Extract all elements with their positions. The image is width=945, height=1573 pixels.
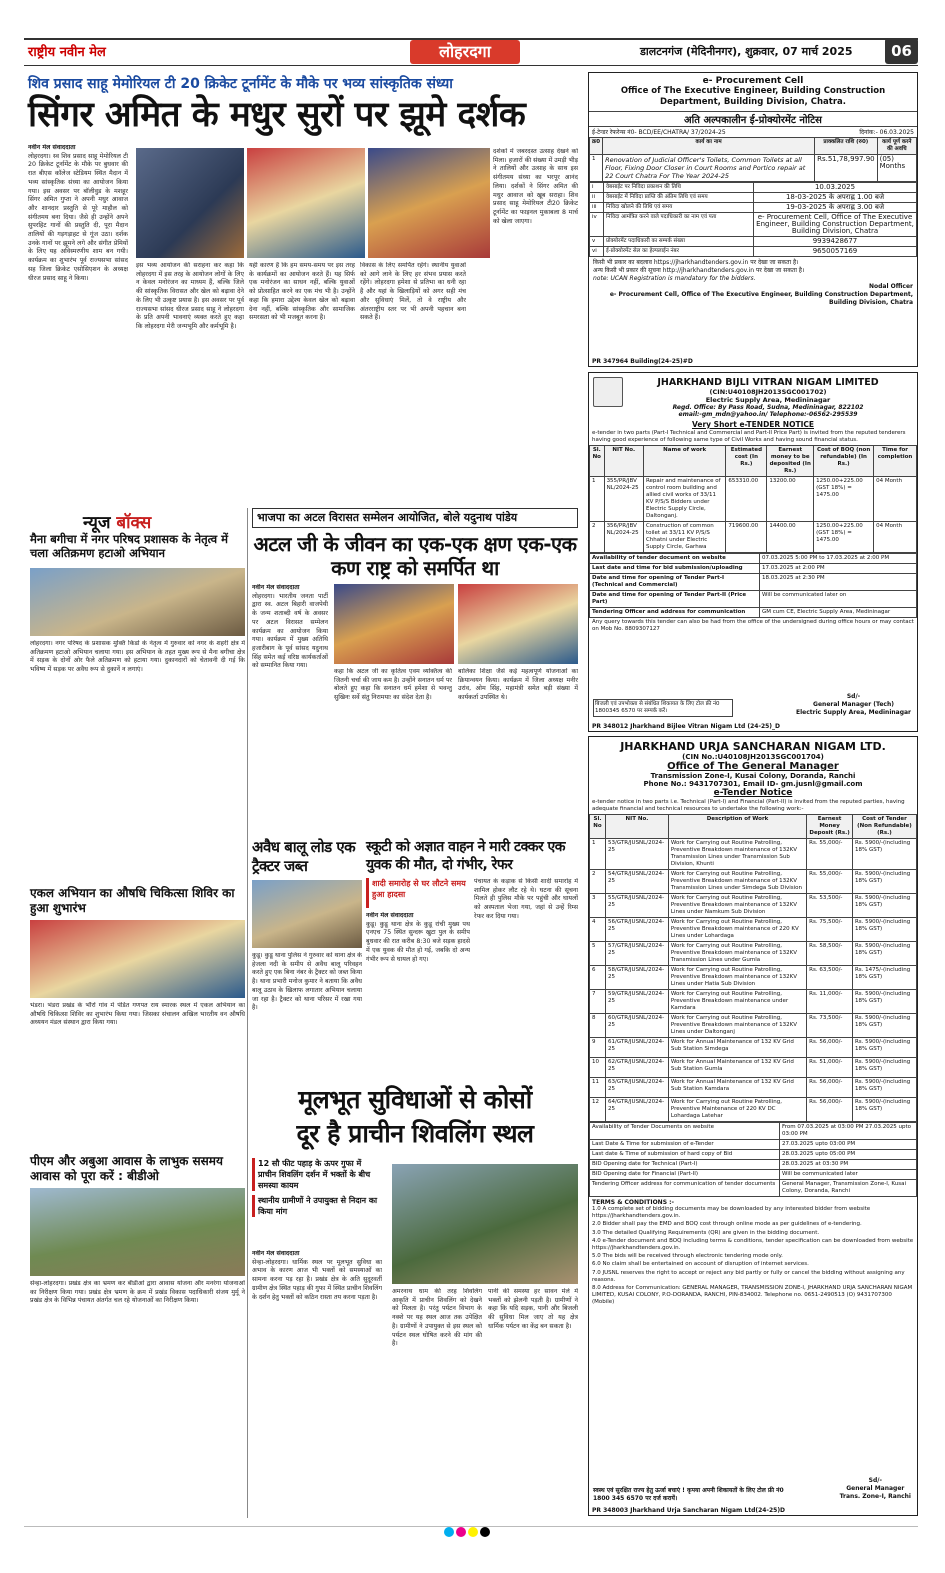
ad3-cell: 1 xyxy=(590,839,606,870)
ad3-cell: Rs. 5900/-(including 18% GST) xyxy=(852,1078,916,1098)
story2-title: एकल अभियान का औषधि चिकित्सा शिविर का हुआ शुभारंभ xyxy=(30,886,235,915)
ad1-table: क्र0 कार्य का नाम प्राक्कलित राशि (रु0) कार्य पूर्ण करने की अवधि 1 Renovation of Judicial Officer's Toilets, Common Toilets at all Floor, Fixing Door Closer in Court Rooms and Portico repair at 22 Court Chatra For The Year 2024-25 Rs.51,78,997.90 (05) Months xyxy=(589,137,917,182)
ad3-cell: 64/GTR/JUSNL/2024-25 xyxy=(605,1098,668,1122)
ad2-email: email:-gm_mdn@yahoo.in/ Telephone:-06562-295539 xyxy=(678,411,858,418)
ad3-date-row xyxy=(590,1123,917,1140)
ad3-cell: Rs. 56,000/- xyxy=(807,1038,853,1058)
ad1-sched-value: 10.03.2025 xyxy=(754,183,917,193)
ad3-terms-title: TERMS & CONDITIONS :- xyxy=(592,1199,674,1206)
ad3-term-item: 7.0 JUSNL reserves the right to accept or reject any bid partly or fully or cancel the bidding without assigning any reasons. xyxy=(592,1269,905,1283)
shiv-headline-1: मूलभूत सुविधाओं से कोसों xyxy=(298,1085,532,1114)
ad1-sched-n: iii xyxy=(590,203,604,213)
lead-col-2: इस भव्य आयोजन की सराहना कर कहा कि लोहरदगा में इस तरह के आयोजन लोगों के लिए न केवल मनोरंजन का माध्यम हैं, बल्कि जिले की सांस्कृतिक विरासत और खेल को बढ़ावा देने के लिए भी उत्कृष्ट प्रयास है। इस अवसर पर पूर्व राज्यसभा सांसद धीरज प्रसाद साहू ने लोहरदगा के प्रति अपनी भावनाएं व्यक्त करते हुए कहा कि लोहरदगा मेरी जन्मभूमि और कर्मभूमि है। xyxy=(136,262,244,330)
ad3-cell: 10 xyxy=(590,1058,606,1078)
table-row xyxy=(590,966,917,990)
ad3-date-label: Tendering Officer address for communication of tender documents xyxy=(590,1180,780,1197)
ad3-cell: Rs. 1475/-(including 18% GST) xyxy=(852,966,916,990)
ad1-amount: Rs.51,78,997.90 xyxy=(815,155,878,182)
ad3-cell: Rs. 5900/-(including 18% GST) xyxy=(852,1038,916,1058)
ad3-cell: 7 xyxy=(590,990,606,1014)
singer-photo xyxy=(136,148,244,258)
ad2-cell: 719600.00 xyxy=(726,522,767,553)
ad3-cell: Rs. 5900/-(including 18% GST) xyxy=(852,1098,916,1122)
ad3-header-cell: Earnest Money Deposit (Rs.) xyxy=(807,815,853,839)
ad2-date-value: 18.03.2025 at 2:30 PM xyxy=(760,574,917,591)
dateline: डालटनगंज (मेदिनीनगर), शुक्रवार, 07 मार्च 2025 xyxy=(640,45,853,58)
ad2-date-value: 17.03.2025 at 2:00 PM xyxy=(760,564,917,574)
table-row xyxy=(590,894,917,918)
ad1-sched-value: e- Procurement Cell, Office of The Executive Engineer, Building Construction Department, Building Division, Chatra xyxy=(754,213,917,237)
ad3-cell: Work for Carrying out Routine Patrolling, Preventive Breakdown maintenance of 132KV Lines under Namkum Sub Division xyxy=(668,894,806,918)
ad3-cell: Work for Carrying out Routine Patrolling, Preventive Breakdown maintenance under Kamdara xyxy=(668,990,806,1014)
ad2-date-label: Tendering Officer and address for communication xyxy=(590,608,760,618)
ad3-cell: 55/GTR/JUSNL/2024-25 xyxy=(605,894,668,918)
ad1-sched-label: वेबसाईट पर निविदा प्रकाशन की तिथि xyxy=(604,183,754,193)
scooty-tag: शादी समारोह से घर लौटने समय हुआ हादसा xyxy=(366,878,466,908)
story1-title: मैना बगीचा में नगर परिषद प्रशासक के नेतृत्व में चला अतिक्रमण हटाओ अभियान xyxy=(30,532,229,560)
ad3-date-row xyxy=(590,1170,917,1180)
ad3-term-item: 4.0 e-Tender document and BOQ including terms & conditions, tender specification can be downloaded from website https://jharkhandtenders.gov.in. xyxy=(592,1237,914,1252)
ad-jbvnl-tender xyxy=(588,372,918,732)
ad1-note-1: किसी भी प्रकार का बदलाव https://jharkhandtenders.gov.in पर देखा जा सकता है। xyxy=(593,259,799,266)
ad3-terms xyxy=(589,1206,917,1307)
ad2-header-row xyxy=(590,446,917,477)
ad3-notice: e-Tender Notice xyxy=(713,788,793,798)
ad3-cell: 56/GTR/JUSNL/2024-25 xyxy=(605,918,668,942)
lead-col-1 xyxy=(28,144,128,504)
ad1-sched-label: ई-प्रोक्योरमेंट सेल का हेल्पलाईन नंबर xyxy=(604,247,754,257)
ad3-header-cell: Cost of Tender (Non Refundable) (Rs.) xyxy=(852,815,916,839)
ad3-cell: Work for Carrying out Routine Patrolling, Preventive Breakdown maintenance of 132KV Transmission Lines under Gumla xyxy=(668,942,806,966)
bjp-photo-2 xyxy=(458,584,578,664)
ad3-cell: Rs. 51,000/- xyxy=(807,1058,853,1078)
ad3-cell: Rs. 58,500/- xyxy=(807,942,853,966)
ad1-sched-value: 19-03-2025 के अपराह्न 3.00 बजे xyxy=(754,203,917,213)
ad1-period: (05) Months xyxy=(877,155,916,182)
ad2-header-cell: NIT No. xyxy=(604,446,643,477)
ad3-cell: 61/GTR/JUSNL/2024-25 xyxy=(605,1038,668,1058)
newsbox-label-b: बॉक्स xyxy=(116,513,152,533)
ad2-header-cell: Earnest money to be deposited (In Rs.) xyxy=(767,446,814,477)
ad3-date-value: 28.03.2025 upto 05:00 PM xyxy=(780,1150,917,1160)
table-row xyxy=(590,522,917,553)
ad2-cell: 1250.00+225.00 (GST 18%) = 1475.00 xyxy=(814,477,874,522)
ad2-cell: 14400.00 xyxy=(767,522,814,553)
ad2-date-value: GM cum CE, Electric Supply Area, Medininagar xyxy=(760,608,917,618)
story1-body: लोहरदगा। नगर परिषद के प्रशासक मुक्ति किंडो के नेतृत्व में गुरुवार को नगर के शहरी क्षेत्र में अतिक्रमण हटाओ अभियान चलाया गया। इस अभियान के तहत मुख्य रूप से मैना बगीचा क्षेत्र में सड़क के दोनों ओर फैले अतिक्रमण को हटाया गया। दुकानदारों को चेतावनी दी गई कि भविष्य में सड़क पर अवैध रूप से दुकानें न लगाएं। xyxy=(30,640,245,674)
lead-kicker: शिव प्रसाद साहू मेमोरियल टी 20 क्रिकेट टूर्नामेंट के मौके पर भव्य सांस्कृतिक संध्या xyxy=(28,76,453,92)
ad3-pr: PR 348003 Jharkhand Urja Sancharan Nigam Ltd(24-25)D xyxy=(592,1507,786,1514)
ad3-cell: Rs. 5900/-(including 18% GST) xyxy=(852,1014,916,1038)
ad-chatra-tender xyxy=(588,72,918,367)
ad3-company: JHARKHAND URJA SANCHARAN NIGAM LTD. xyxy=(620,740,886,753)
ad3-cell: Work for Carrying out Routine Patrolling, Preventive Breakdown maintenance of 132KV Lines under Hatia Sub Division xyxy=(668,966,806,990)
ad1-sched-value: 9650057169 xyxy=(754,247,917,257)
ad3-footer-note: स्वस्थ एवं सुरक्षित राज्य हेतु ऊर्जा बचाएं ! कृपया अपनी शिकायतों के लिए टोल फ्री नं0 1800 345 6570 पर दर्ज करायें। xyxy=(593,1487,784,1502)
ad1-sched-label: वेबसाईट में निविदा प्राप्ति की अंतिम तिथि एवं समय xyxy=(604,193,754,203)
ad2-footer-note: बिजली एवं उपभोक्ता से संबंधित शिकायत के लिए टोल फ्री नं0 1800345 6570 पर सम्पर्क करें। xyxy=(593,699,733,717)
ad2-sign-1: Sd/- xyxy=(846,693,861,700)
ad3-term-item: 8.0 Address for Communication: GENERAL MANAGER, TRANSMISSION ZONE-I, JHARKHAND URJA SANCHARAN NIGAM LIMITED, KUSAI COLONY, P.O-DORANDA, RANCHI, PIN-834002. Telephone no. 0651-2490513 (O) 9431707300 (Mobile) xyxy=(592,1285,913,1306)
lead-col-3: यही कारण है कि हम समय-समय पर इस तरह के कार्यक्रमों का आयोजन करते हैं। यह सिर्फ एक मनोरंजन का साधन नहीं, बल्कि युवाओं को प्रोत्साहित करने का एक मंच भी है। उन्होंने कहा कि हमारा उद्देश्य केवल खेल को बढ़ावा देना नहीं, बल्कि सांस्कृतिक और सामाजिक समरसता को भी मजबूत करना है। xyxy=(249,262,355,322)
ad3-cell: Rs. 56,000/- xyxy=(807,1078,853,1098)
ad2-cell: 1 xyxy=(590,477,605,522)
ad2-date-row xyxy=(590,564,917,574)
ad1-officer-addr: e- Procurement Cell, Office of The Executive Engineer, Building Construction Department, Building Division, Chatra xyxy=(609,291,913,306)
bjp-col-3: बालिका शिक्षा जैसे कई महत्वपूर्ण योजनाओं का क्रियान्वयन किया। कार्यक्रम में जिला अध्यक्ष मनीर उरांव, ओम सिंह, महामंत्री समेत बड़ी संख्या में कार्यकर्ता उपस्थित थे। xyxy=(458,668,578,702)
table-row xyxy=(590,1014,917,1038)
scooty-text-1: कुडू। कुडू थाना क्षेत्र के कुडू रांची मुख्य पथ एनएच 75 स्थित सुन्दरू खुटा पुल के समीप बुधवार की रात करीब 8:30 बजे सड़क हादसे में एक युवक की मौत हो गई, जबकि दो अन्य गंभीर रूप से घायल हो गए। xyxy=(366,920,470,963)
page-number: 06 xyxy=(885,38,918,64)
ad3-cell: 54/GTR/JUSNL/2024-25 xyxy=(605,870,668,894)
scooty-col-1 xyxy=(366,912,470,1080)
ad1-sched-n: v xyxy=(590,237,604,247)
ad3-date-value: General Manager, Transmission Zone-I, Kusai Colony, Doranda, Ranchi xyxy=(780,1180,917,1197)
ad3-cell: 63/GTR/JUSNL/2024-25 xyxy=(605,1078,668,1098)
ad3-date-label: Last Date & Time for submission of e-Tender xyxy=(590,1140,780,1150)
bjp-col-2: कहा कि अटल जी का कृतित्व एवम व्यक्तित्व की जितनी चर्चा की जाय कम है। उन्होंने सनातन धर्म पर बोलते हुए कहा कि सनातन धर्म हमेशा से भवन्तु सुखिनः सर्वे संतु निरामयाः का संदेश देता है। xyxy=(334,668,452,702)
ad2-date-label: Date and time for opening of Tender Part-II (Price Part) xyxy=(590,591,760,608)
ad1-title2: Office of The Executive Engineer, Building Construction Department, Building Division, Chatra. xyxy=(620,86,886,107)
ad3-cell: Rs. 5900/-(including 18% GST) xyxy=(852,918,916,942)
color-dots xyxy=(444,1522,492,1541)
ad1-schedule xyxy=(589,182,917,257)
ad2-date-label: Availability of tender document on website xyxy=(590,554,760,564)
ad2-date-row xyxy=(590,591,917,608)
ad2-cin: (CIN:U40108JH2013SGC001702) xyxy=(709,388,827,396)
ad3-cell: 4 xyxy=(590,918,606,942)
ad2-intro: e-tender in two parts (Part-I Technical and Commercial and Part-II Price Part) is invited from the reputed tenderers having good experience of following same type of Civil Works and having sound financial status. xyxy=(592,430,906,443)
ad3-date-label: Last date & Time of submission of hard copy of Bid xyxy=(590,1150,780,1160)
shiv-bullet-2: स्थानीय ग्रामीणों ने उपायुक्त से निदान का किया मांग xyxy=(252,1195,382,1217)
ad2-sign-2: General Manager (Tech) xyxy=(813,701,894,708)
ad1-h1: कार्य का नाम xyxy=(603,138,815,155)
ad2-sign xyxy=(796,693,911,717)
newsbox-label-a: न्यूज xyxy=(83,513,111,533)
ad1-schedule-row xyxy=(590,213,917,237)
ad3-header-cell: Description of Work xyxy=(668,815,806,839)
ad2-cell: Construction of common toilet at 33/11 KV P/S/S Chhatni under Electric Supply Circle, Garhwa xyxy=(643,522,725,553)
ad3-cell: 53/GTR/JUSNL/2024-25 xyxy=(605,839,668,870)
ad3-cell: Work for Carrying out Routine Patrolling, Preventive Breakdown maintenance of 132KV Lines under Daltonganj xyxy=(668,1014,806,1038)
ad3-cell: Work for Carrying out Routine Patrolling, Preventive Breakdown maintenance of 132KV Transmission Lines under Simdega Sub Division xyxy=(668,870,806,894)
ad3-date-value: From 07.03.2025 at 03:00 PM 27.03.2025 upto 03:00 PM xyxy=(780,1123,917,1140)
paper-name: राष्ट्रीय नवीन मेल xyxy=(28,45,106,60)
jbvnl-logo-icon xyxy=(593,377,623,407)
ad1-officer: Nodal Officer xyxy=(868,283,913,290)
table-row xyxy=(590,1078,917,1098)
ad3-table xyxy=(589,814,917,1122)
ad3-cell: Work for Annual Maintenance of 132 KV Grid Sub Station Simdega xyxy=(668,1038,806,1058)
ad3-term-item: 5.0 The bids will be received through electronic tendering mode only. xyxy=(592,1253,783,1260)
ad1-sched-label: प्रोक्योरमेंट पदाधिकारी का सम्पर्क संख्या xyxy=(604,237,754,247)
ad3-term-item: 2.0 Bidder shall pay the EMD and BOQ cost through online mode as per guidelines of e-tendering. xyxy=(592,1221,862,1228)
ad1-h3: कार्य पूर्ण करने की अवधि xyxy=(877,138,916,155)
lead-headline: सिंगर अमित के मधुर सुरों पर झूमे दर्शक xyxy=(28,95,526,135)
ad3-cell: Rs. 75,500/- xyxy=(807,918,853,942)
scooty-byline: नवीन मेल संवाददाता xyxy=(366,912,414,919)
ad3-date-label: Availability of Tender Documents on website xyxy=(590,1123,780,1140)
ad3-cell: 9 xyxy=(590,1038,606,1058)
cave-photo xyxy=(392,1164,578,1284)
table-row xyxy=(590,870,917,894)
newsbox xyxy=(28,508,248,1518)
ad3-date-label: BID Opening date for Financial (Part-II) xyxy=(590,1170,780,1180)
ad1-sched-n: iv xyxy=(590,213,604,237)
shiv-col-1 xyxy=(252,1250,382,1512)
ad1-sched-label: निविदा आमंत्रित करने वाले पदाधिकारी का नाम एवं पता xyxy=(604,213,754,237)
ad3-cell: Rs. 73,500/- xyxy=(807,1014,853,1038)
ad1-ref: ई-टेन्डर रेफरेन्स नं0- BCD/EE/CHATRA/ 37/2024-25 xyxy=(592,129,726,136)
registration-bar xyxy=(24,1522,918,1532)
story3-body: सेन्हा-लोहरदगा। प्रखंड क्षेत्र का भ्रमण कर बीडीओ द्वारा आवास योजना और मनरेगा योजनाओं का निरीक्षण किया गया। प्रखंड क्षेत्र भ्रमण के क्रम में प्रखंड विकास पदाधिकारी संजय मुर्मू ने प्रखंड क्षेत्र के विभिन्न पंचायत अंतर्गत चल रहे योजनाओं का निरीक्षण किया। xyxy=(30,1280,245,1305)
ad3-cell: Rs. 5900/-(including 18% GST) xyxy=(852,839,916,870)
ad2-cell: 2 xyxy=(590,522,605,553)
ad1-sched-label: निविदा खोलने की तिथि एवं समय xyxy=(604,203,754,213)
shiv-col-3: पानी की समस्या हर सावन मेले में भक्तों को झेलनी पड़ती है। ग्रामीणों ने कहा कि यदि सड़क, पानी और बिजली की सुविधा मिल जाए तो यह क्षेत्र धार्मिक पर्यटन का केंद्र बन सकता है। xyxy=(488,1288,578,1330)
ad3-cell: Work for Annual Maintenance of 132 KV Grid Sub Station Gumla xyxy=(668,1058,806,1078)
ad1-schedule-row xyxy=(590,247,917,257)
ad1-schedule-row xyxy=(590,237,917,247)
ad3-cell: Work for Carrying out Routine Patrolling, Preventive Breakdown maintenance of 132KV Transmission Lines under Transmission Sub Division, Khunti xyxy=(668,839,806,870)
newsbox-label xyxy=(83,510,151,533)
bjp-byline: नवीन मेल संवाददाता xyxy=(252,584,300,591)
ad2-cell: 653310.00 xyxy=(726,477,767,522)
ad3-cell: 62/GTR/JUSNL/2024-25 xyxy=(605,1058,668,1078)
table-row xyxy=(590,942,917,966)
ad3-sign-2: General Manager xyxy=(846,1485,905,1492)
tractor-photo xyxy=(252,880,362,948)
ad3-cell: 11 xyxy=(590,1078,606,1098)
ad2-cell: 1250.00+225.00 (GST 18%) = 1475.00 xyxy=(814,522,874,553)
ad1-pr: PR 347964 Building(24-25)#D xyxy=(592,358,693,365)
ad3-cell: 58/GTR/JUSNL/2024-25 xyxy=(605,966,668,990)
lead-byline: नवीन मेल संवाददाता xyxy=(28,144,76,151)
ad3-cell: 60/GTR/JUSNL/2024-25 xyxy=(605,1014,668,1038)
ad2-dates xyxy=(589,553,917,618)
sand-headline: अवैध बालू लोड एक ट्रैक्टर जब्त xyxy=(252,838,356,875)
ad3-cell: Rs. 56,000/- xyxy=(807,1098,853,1122)
ad2-area: Electric Supply Area, Medininagar xyxy=(705,396,831,404)
lead-col-4: विकास के लिए समर्पित रहेंगे। स्थानीय युवाओं को आगे लाने के लिए हर संभव प्रयास करते रहेंगे। लोहरदगा हमेशा से प्रतिभा का धनी रहा है और यहां के खिलाड़ियों को अगर सही मंच और सुविधाएं मिलें, तो वे राष्ट्रीय और अंतरराष्ट्रीय स्तर पर भी अपनी पहचान बना सकते हैं। xyxy=(360,262,466,322)
ad1-note-2: अन्य किसी भी प्रकार की सूचना http://jharkhandtenders.gov.in पर देखा जा सकता है। xyxy=(593,267,805,274)
ad2-terms: Any query towards this tender can also be had from the office of the undersigned during office hours or may contact on Mob No. 8809307127 xyxy=(592,619,914,632)
bjp-text-1: लोहरदगा। भारतीय जनता पार्टी द्वारा स्व. अटल बिहारी वाजपेयी के जन्म शताब्दी वर्ष के अवसर पर अटल विरासत सम्मेलन कार्यक्रम का आयोजन किया गया। कार्यक्रम में मुख्य अतिथि हजारीबाग के पूर्व सांसद यदुनाथ सिंह समेत कई वरिष्ठ कार्यकर्ताओं को सम्मानित किया गया। xyxy=(252,592,328,670)
ad2-cell: 13200.00 xyxy=(767,477,814,522)
stage-photo xyxy=(368,148,490,258)
ad2-header-cell: Name of work xyxy=(643,446,725,477)
ad3-term-item: 1.0 A complete set of bidding documents may be downloaded by any interested bidder from website https://jharkhandtenders.gov.in. xyxy=(592,1206,871,1220)
bjp-kicker: भाजपा का अटल विरासत सम्मेलन आयोजित, बोले यदुनाथ पांडेय xyxy=(252,508,578,528)
shiv-text-1: सेन्हा-लोहरदगा। धार्मिक स्थल पर मूलभूत सुविधा का अभाव के कारण आज भी भक्तों को समस्याओं का सामना करना पड़ रहा है। प्रखंड क्षेत्र के अति सुदूरवर्ती ग्रामीण क्षेत्र स्थित पहाड़ की गुफा में स्थित प्राचीन शिवलिंग के दर्शन हेतु भक्तों को कठिन रास्ता तय करना पड़ता है। xyxy=(252,1258,382,1301)
ad3-date-value: 28.03.2025 at 03:30 PM xyxy=(780,1160,917,1170)
bdo-photo xyxy=(30,1188,245,1276)
ad2-table xyxy=(589,445,917,553)
ad3-term-item: 3.0 The detailed Qualifying Requirements (QR) are given in the bidding document. xyxy=(592,1229,820,1236)
ad3-cell: Rs. 55,000/- xyxy=(807,839,853,870)
ad2-date-label: Date and time for opening of Tender Part-I (Technical and Commercial) xyxy=(590,574,760,591)
ad3-sign-3: Trans. Zone-I, Ranchi xyxy=(839,1493,911,1500)
ad3-cell: Rs. 63,500/- xyxy=(807,966,853,990)
lead-col-5: दर्शकों में जबरदस्त उत्साह देखने को मिला। हजारों की संख्या में उमड़ी भीड़ ने तालियों और उत्साह के साथ इस संगीतमय संध्या का भरपूर आनंद लिया। दर्शकों ने सिंगर अमित की मधुर आवाज को खूब सराहा। शिव प्रसाद साहू मेमोरियल टी20 क्रिकेट टूर्नामेंट का फाइनल मुकाबला 8 मार्च को खेला जाएगा। xyxy=(493,148,578,225)
ad3-date-value: Will be communicated later xyxy=(780,1170,917,1180)
camp-photo xyxy=(30,920,245,998)
ad3-cell: Rs. 55,000/- xyxy=(807,870,853,894)
ad2-cell: 04 Month xyxy=(874,477,917,522)
ad3-date-row xyxy=(590,1140,917,1150)
ad1-note-3: note: UCAN Registration is mandatory for the bidders. xyxy=(593,275,756,282)
ad3-cell: 59/GTR/JUSNL/2024-25 xyxy=(605,990,668,1014)
sand-body: कुडू। कुडू थाना पुलिस ने गुरुवार को थाना क्षेत्र के हेजला नदी के समीप से अवैध बालू परिवहन करते हुए एक बिना नंबर के ट्रैक्टर को जब्त किया है। थाना प्रभारी मनोज कुमार ने बताया कि अवैध बालू उठाव के खिलाफ लगातार अभियान चलाया जा रहा है। ट्रैक्टर को थाना परिसर में रखा गया है। xyxy=(252,952,362,1012)
ad1-title1: e- Procurement Cell xyxy=(702,76,804,86)
ad3-phone: Phone No.: 9431707301, Email ID- gm.jusnl@gmail.com xyxy=(643,780,863,788)
ad2-date-value: 07.03.2025 5:00 PM to 17.03.2025 at 2:00 PM xyxy=(760,554,917,564)
ad3-dates xyxy=(589,1122,917,1197)
table-row xyxy=(590,990,917,1014)
ad1-schedule-row xyxy=(590,183,917,193)
shiv-bullet-1: 12 सौ फीट पहाड़ के ऊपर गुफा में प्राचीन शिवलिंग दर्शन में भक्तों के बीच समस्या कायम xyxy=(252,1158,382,1191)
ad3-date-row xyxy=(590,1150,917,1160)
ad2-date-row xyxy=(590,608,917,618)
ad3-cell: Rs. 11,000/- xyxy=(807,990,853,1014)
ad2-cell: 04 Month xyxy=(874,522,917,553)
ad3-date-value: 27.03.2025 upto 03:00 PM xyxy=(780,1140,917,1150)
table-row xyxy=(590,1038,917,1058)
ad3-cell: Rs. 5900/-(including 18% GST) xyxy=(852,870,916,894)
encroachment-photo xyxy=(30,568,245,636)
ad3-date-label: BID Opening date for Technical (Part-I) xyxy=(590,1160,780,1170)
ad1-sched-value: 18-03-2025 के अपराह्न 1.00 बजे xyxy=(754,193,917,203)
ad1-sched-n: i xyxy=(590,183,604,193)
ad3-date-row xyxy=(590,1160,917,1170)
ad2-date-row xyxy=(590,574,917,591)
ad3-cell: Work for Carrying out Routine Patrolling, Preventive Breakdown maintenance of 220 KV Lines under Lohardaga xyxy=(668,918,806,942)
ad3-cell: Rs. 5900/-(including 18% GST) xyxy=(852,942,916,966)
guests-photo xyxy=(247,148,365,258)
ad2-cell: 355/PR/JBV NL/2024-25 xyxy=(604,477,643,522)
table-row xyxy=(590,1058,917,1078)
ad-jusnl-tender xyxy=(588,736,918,1516)
ad1-schedule-row xyxy=(590,203,917,213)
ad2-cell: Repair and maintenance of control room building and allied civil works of 33/11 KV P/S/S Bidders under Electric Supply Circle, Daltonganj. xyxy=(643,477,725,522)
ad3-header-cell: Sl. No xyxy=(590,815,606,839)
ad1-schedule-row xyxy=(590,193,917,203)
shiv-byline: नवीन मेल संवाददाता xyxy=(252,1250,300,1257)
ad2-cell: 356/PR/JBV NL/2024-25 xyxy=(604,522,643,553)
table-row xyxy=(590,477,917,522)
ad3-header-cell: NIT No. xyxy=(605,815,668,839)
ad2-header-cell: Sl. No xyxy=(590,446,605,477)
ad3-cell: 12 xyxy=(590,1098,606,1122)
lead-text-1: लोहरदगा। स्व शिव प्रसाद साहू मेमोरियल टी 20 क्रिकेट टूर्नामेंट के मौके पर बुधवार की रात बीएस कॉलेज स्टेडियम स्थित मैदान में भव्य सांस्कृतिक संध्या का आयोजन किया गया। इस अवसर पर बॉलीवुड के मशहूर सिंगर अमित गुप्ता ने अपनी मधुर आवाज और शानदार प्रस्तुति से पूरे माहौल को संगीतमय बना दिया। जैसे ही उन्होंने अपने सुपरहिट गानों की प्रस्तुति दी, पूरा मैदान तालियों की गड़गड़ाहट से गूंज उठा। दर्शक उनके गानों पर झूमने लगे और संगीत प्रेमियों के लिए यह अविस्मरणीय शाम बन गयी। कार्यक्रम का शुभारंभ पूर्व राज्यसभा सांसद सह जिला क्रिकेट एसोसिएशन के अध्यक्ष धीरज प्रसाद साहू ने किया। xyxy=(28,152,128,282)
table-row xyxy=(590,1098,917,1122)
bjp-headline: अटल जी के जीवन का एक-एक क्षण एक-एक कण राष्ट्र को समर्पित था xyxy=(253,532,577,580)
ad3-term-item: 6.0 No claim shall be entertained on account of disruption of internet services. xyxy=(592,1261,809,1268)
bjp-col-1 xyxy=(252,584,328,832)
ad3-intro: e-tender notice in two parts i.e. Technical (Part-I) and Financial (Part-II) is invited from the reputed parties, having adequate financial and technical resources to undertake the following work:- xyxy=(592,799,905,812)
scooty-headline: स्कूटी को अज्ञात वाहन ने मारी टक्कर एक युवक की मौत, दो गंभीर, रेफर xyxy=(366,839,566,873)
ad2-date-value: Will be communicated later on xyxy=(760,591,917,608)
scooty-col-2: पंचायत के कड़ाक से किसी शादी समारोह में शामिल होकर लौट रहे थे। घटना की सूचना मिलते ही पुलिस मौके पर पहुंची और घायलों को अस्पताल भेजा गया, जहां से उन्हें रिम्स रेफर कर दिया गया। xyxy=(474,878,578,920)
ad2-sign-3: Electric Supply Area, Medininagar xyxy=(796,709,911,716)
ad2-pr: PR 348012 Jharkhand Bijlee Vitran Nigam Ltd (24-25)_D xyxy=(592,723,781,730)
table-row xyxy=(590,918,917,942)
story3-title: पीएम और अबुआ आवास के लाभुक ससमय आवास को पूरा करें : बीडीओ xyxy=(30,1154,223,1183)
bjp-photo-1 xyxy=(334,584,454,664)
ad3-cell: 3 xyxy=(590,894,606,918)
section-label: लोहरदगा xyxy=(410,40,520,64)
ad3-cin: (CIN No.:U40108JH2013SGC001704) xyxy=(682,753,824,761)
ad3-cell: Rs. 5900/-(including 18% GST) xyxy=(852,1058,916,1078)
ad3-cell: 6 xyxy=(590,966,606,990)
ad3-cell: 57/GTR/JUSNL/2024-25 xyxy=(605,942,668,966)
ad3-cell: 8 xyxy=(590,1014,606,1038)
ad2-company: JHARKHAND BIJLI VITRAN NIGAM LIMITED xyxy=(657,377,879,388)
ad2-date-row xyxy=(590,554,917,564)
ad2-notice: Very Short e-TENDER NOTICE xyxy=(691,420,814,429)
ad3-cell: Work for Annual Maintenance of 132 KV Grid Sub Station Kamdara xyxy=(668,1078,806,1098)
ad3-cell: 2 xyxy=(590,870,606,894)
ad3-cell: Rs. 5900/-(including 18% GST) xyxy=(852,990,916,1014)
ad1-h0: क्र0 xyxy=(590,138,603,155)
ad2-office: Regd. Office: By Pass Road, Sudna, Medininagar, 822102 xyxy=(672,404,864,411)
ad1-work: Renovation of Judicial Officer's Toilets, Common Toilets at all Floor, Fixing Door Closer in Court Rooms and Portico repair at 22 Court Chatra For The Year 2024-25 xyxy=(603,155,815,182)
ad3-cell: Work for Carrying out Routine Patrolling, Preventive Maintenance of 220 KV DC Lohardaga Latehar xyxy=(668,1098,806,1122)
story2-body: भंडरा। भंडरा प्रखंड के भौंरों गांव में पंडित गणपत राय स्मारक स्थल में एकल अभियान का औषधि चिकित्सा शिविर का शुभारंभ किया गया। जिसका संचालन अखिल भारतीय वन औषधि अध्ययन मंडल संस्थान द्वारा किया गया। xyxy=(30,1002,245,1027)
ad3-date-row xyxy=(590,1180,917,1197)
ad3-office: Office of The General Manager xyxy=(667,761,839,772)
ad2-header-cell: Cost of BOQ (non refundable) (In Rs.) xyxy=(814,446,874,477)
table-row xyxy=(590,839,917,870)
ad1-date: दिनांक:- 06.03.2025 xyxy=(859,129,914,136)
ad2-header-cell: Time for completion xyxy=(874,446,917,477)
ad1-notice-title: अति अल्पकालीन ई-प्रोक्योरमेंट नोटिस xyxy=(589,111,917,127)
ad1-notes xyxy=(589,257,917,309)
ad1-sched-n: ii xyxy=(590,193,604,203)
ad3-zone: Transmission Zone-I, Kusai Colony, Doranda, Ranchi xyxy=(650,772,856,780)
shiv-bullets xyxy=(252,1158,382,1217)
ad2-date-label: Last date and time for bid submission/uploading xyxy=(590,564,760,574)
shiv-headline-2: दूर है प्राचीन शिवलिंग स्थल xyxy=(296,1119,534,1148)
ad3-cell: 5 xyxy=(590,942,606,966)
ad1-sched-n: vi xyxy=(590,247,604,257)
ad3-sign xyxy=(840,1477,911,1501)
shiv-col-2: अमरनाथ धाम की तरह शिवलिंग आकृति में प्राचीन शिवलिंग को देखने को मिलता है। परंतु पर्यटन विभाग के नक्शे पर यह स्थल आज तक उपेक्षित है। ग्रामीणों ने उपायुक्त से इस स्थल को पर्यटन स्थल घोषित करने की मांग की है। xyxy=(392,1288,482,1348)
ad2-header-cell: Estimated cost (In Rs.) xyxy=(726,446,767,477)
ad1-sched-value: 9939428677 xyxy=(754,237,917,247)
ad1-ref-row xyxy=(589,127,917,137)
ad3-header-row xyxy=(590,815,917,839)
ad3-cell: Rs. 5900/-(including 18% GST) xyxy=(852,894,916,918)
ad3-sign-1: Sd/- xyxy=(868,1477,882,1484)
ad1-h2: प्राक्कलित राशि (रु0) xyxy=(815,138,878,155)
ad3-cell: Rs. 53,500/- xyxy=(807,894,853,918)
